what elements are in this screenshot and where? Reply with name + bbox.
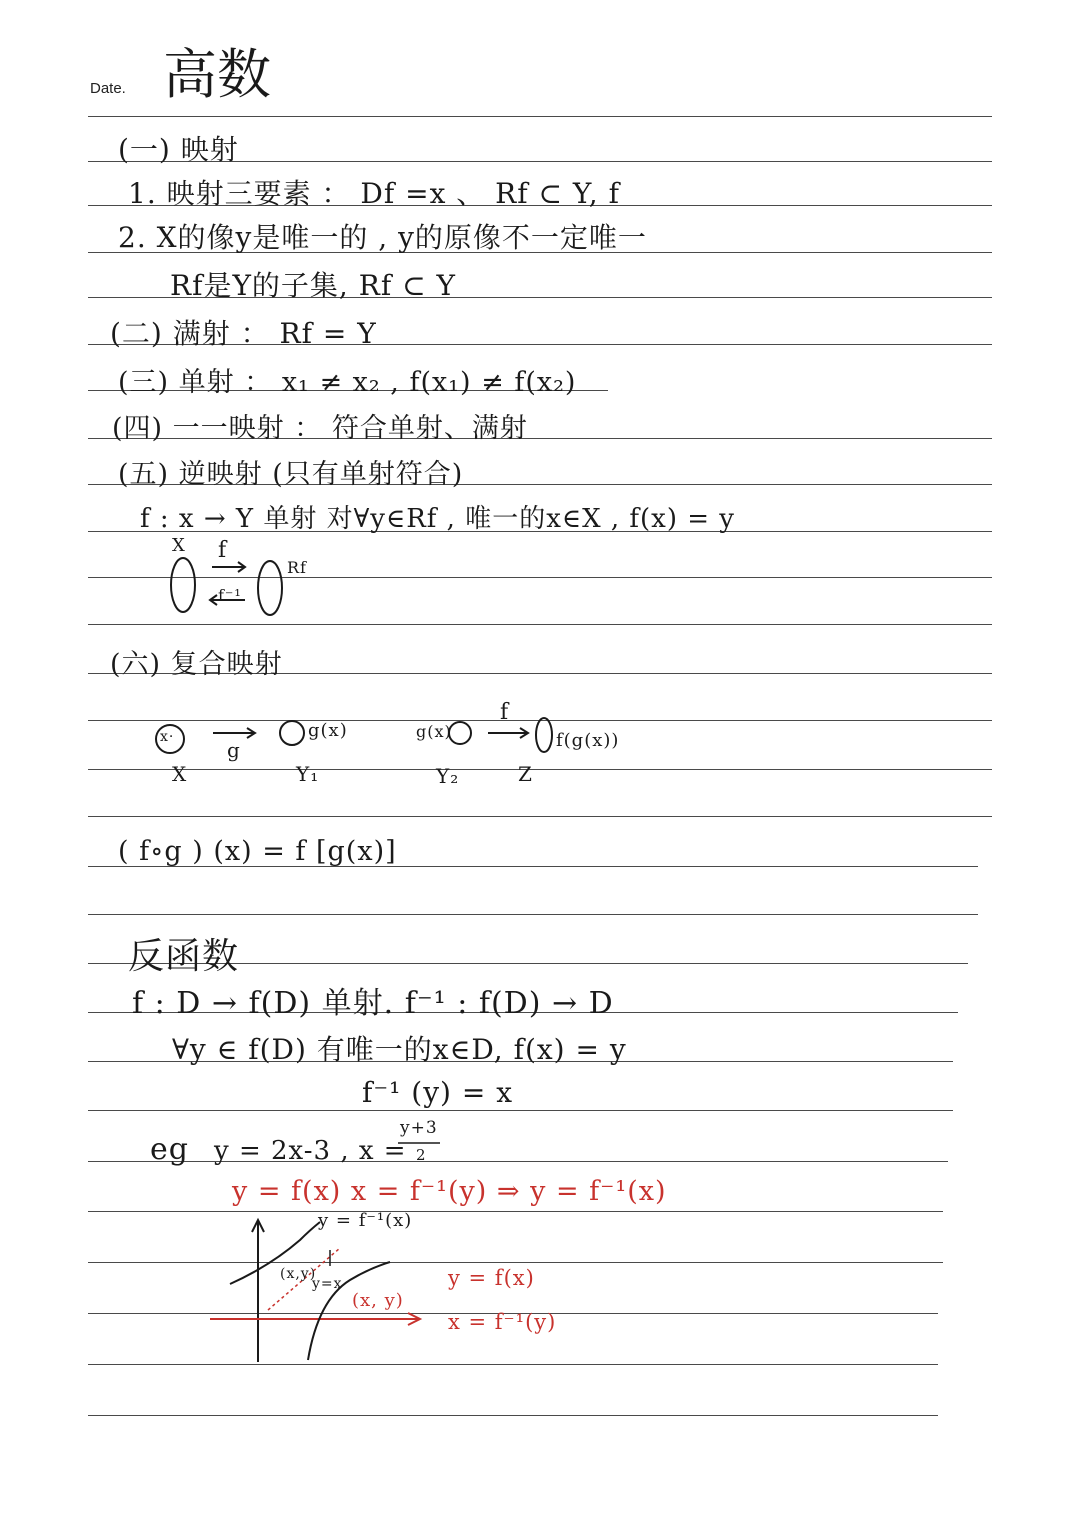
inv-f-label: f: [218, 538, 228, 563]
example-label: eg: [150, 1132, 189, 1167]
date-label: Date.: [90, 80, 126, 97]
section-bijection: (四) 一一映射 ： 符合单射、满射: [112, 413, 528, 444]
graph-legend-2: x = f⁻¹(y): [448, 1310, 557, 1334]
mapping-item-1: 1. 映射三要素 ： Df =x 、 Rf ⊂ Y, f: [128, 177, 620, 210]
inverse-function-line-1: f : D → f(D) 单射. f⁻¹ : f(D) → D: [132, 986, 614, 1021]
inv-finv-label: f⁻¹: [218, 586, 242, 605]
inverse-function-line-2: ∀y ∈ f(D) 有唯一的x∈D, f(x) = y: [172, 1033, 627, 1066]
mapping-item-2b: Rf是Y的子集, Rf ⊂ Y: [170, 269, 456, 302]
graph-label-yx: y=x: [312, 1276, 343, 1292]
section-inverse-mapping: (五) 逆映射 (只有单射符合): [118, 459, 464, 490]
example-fraction-numerator: y+3: [400, 1118, 438, 1138]
comp-set-label: Z: [518, 762, 533, 786]
example-line: y = 2x-3 , x =: [214, 1136, 407, 1166]
red-derivation-line: y = f(x) x = f⁻¹(y) ⇒ y = f⁻¹(x): [232, 1176, 667, 1207]
comp-gx-label: g(x): [308, 720, 348, 741]
comp-f-label: f: [500, 700, 510, 725]
comp-g-label: g: [227, 738, 241, 762]
section-composite-mapping: (六) 复合映射: [110, 649, 283, 680]
comp-x-dot: x·: [160, 729, 175, 745]
inverse-function-line-3: f⁻¹ (y) = x: [362, 1076, 513, 1109]
graph-legend-1: y = f(x): [448, 1266, 535, 1290]
section-inverse-function: 反函数: [128, 936, 240, 977]
example-fraction-denominator: 2: [416, 1146, 427, 1164]
composite-formula: ( f∘g ) (x) = f [g(x)]: [118, 836, 397, 867]
section-surjection: (二) 满射 ： Rf = Y: [110, 317, 377, 350]
y-axis: [252, 1220, 264, 1362]
comp-set-label: Y₁: [296, 762, 320, 786]
section-mapping-title: (一) 映射: [118, 133, 239, 166]
inverse-mapping-line: f : x → Y 单射 对∀y∈Rf , 唯一的x∈X , f(x) = y: [140, 504, 735, 534]
inv-rf-label: Rf: [287, 558, 307, 577]
graph-label-xy2: (x, y): [352, 1290, 404, 1311]
inv-x-label: X: [172, 535, 186, 556]
mapping-item-2: 2. X的像y是唯一的 , y的原像不一定唯一: [118, 221, 647, 254]
page-title: 高数: [163, 43, 271, 106]
comp-set-label: Y₂: [436, 764, 460, 788]
graph-label-finv: y = f⁻¹(x): [318, 1210, 413, 1231]
x-axis: [210, 1313, 420, 1325]
section-injection: (三) 单射 ： x₁ ≠ x₂ , f(x₁) ≠ f(x₂): [118, 367, 577, 398]
comp-gx2-label: g(x): [416, 722, 452, 741]
comp-set-label: X: [172, 762, 188, 786]
graph-label-xy1: (x,y): [280, 1266, 317, 1282]
comp-fgx-label: f(g(x)): [556, 730, 620, 751]
